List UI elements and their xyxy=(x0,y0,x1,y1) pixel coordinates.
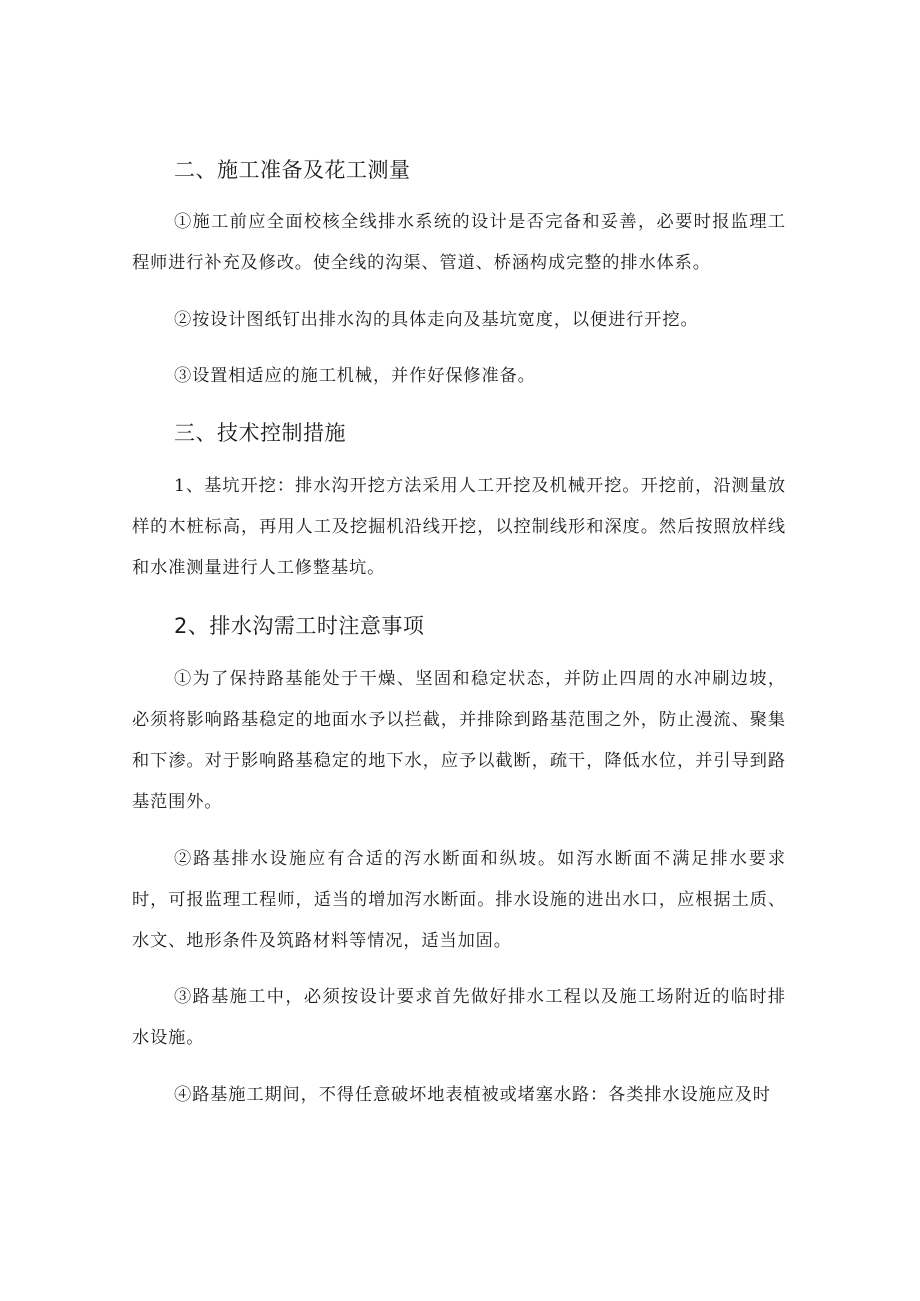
paragraph-machinery: ③设置相适应的施工机械，并作好保修准备。 xyxy=(174,366,536,386)
paragraph-subgrade-dryness: ①为了保持路基能处于干燥、坚固和稳定状态，并防止四周的水冲刷边坡，必须将影响路基稳定的地面水予以拦截，并排除到路基范围之外，防止漫流、聚集和下渗。对于影响路基稳定的地下水，应予以截断，疏干，降低水位，并引导到路基范围外。 xyxy=(132,669,786,812)
paragraph-vegetation-protection: ④路基施工期间，不得任意破坏地表植被或堵塞水路：各类排水设施应及时 xyxy=(174,1085,771,1105)
section-heading-construction-prep: 二、施工准备及花工测量 xyxy=(174,158,411,182)
paragraph-temporary-drainage: ③路基施工中，必须按设计要求首先做好排水工程以及施工场附近的临时排水设施。 xyxy=(132,987,786,1048)
paragraph-staking-out: ②按设计图纸钉出排水沟的具体走向及基坑宽度，以便进行开挖。 xyxy=(174,310,699,330)
paragraph-pit-excavation: 1、基坑开挖：排水沟开挖方法采用人工开挖及机械开挖。开挖前，沿测量放样的木桩标高，再用人工及挖掘机沿线开挖，以控制线形和深度。然后按照放样线和水准测量进行人工修整基坑。 xyxy=(132,476,786,578)
section-heading-drainage-notes: 2、排水沟需工时注意事项 xyxy=(174,614,425,638)
paragraph-design-review: ①施工前应全面校核全线排水系统的设计是否完备和妥善，必要时报监理工程师进行补充及修改。使全线的沟渠、管道、桥涵构成完整的排水体系。 xyxy=(132,212,786,273)
section-heading-technical-control: 三、技术控制措施 xyxy=(174,421,346,445)
paragraph-drainage-section: ②路基排水设施应有合适的泻水断面和纵坡。如泻水断面不满足排水要求时，可报监理工程师，适当的增加泻水断面。排水设施的进出水口，应根据土质、水文、地形条件及筑路材料等情况，适当加固。 xyxy=(132,849,786,951)
